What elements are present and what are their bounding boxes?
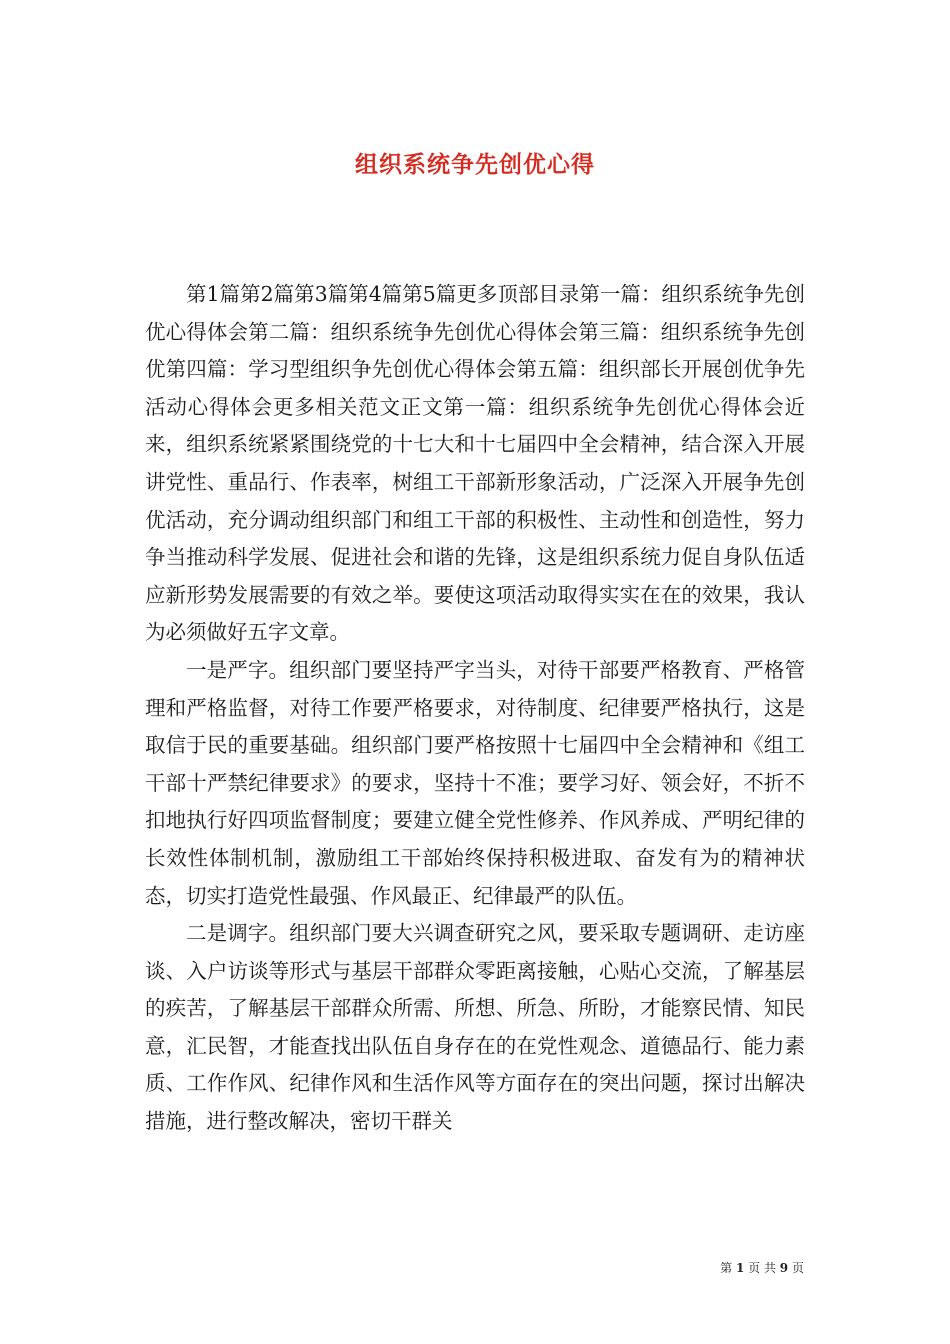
page-footer [720, 1259, 804, 1276]
paragraph-research: 二是调字。组织部门要大兴调查研究之风，要采取专题调研、走访座谈、入户访谈等形式与基层干部群众零距离接触，心贴心交流，了解基层的疾苦，了解基层干部群众所需、所想、所急、所盼，才能察民情、知民意，汇民智，才能查找出队伍自身存在的在党性观念、道德品行、能力素质、工作作风、纪律作风和生活作风等方面存在的突出问题，探讨出解决措施，进行整改解决，密切干群关 [145, 921, 805, 1134]
footer-middle: 页 共 [748, 1261, 776, 1275]
paragraph-strict: 一是严字。组织部门要坚持严字当头，对待干部要严格教育、严格管理和严格监督，对待工作要严格要求，对待制度、纪律要严格执行，这是取信于民的重要基础。组织部门要严格按照十七届四中全会精神和《组工干部十严禁纪律要求》的要求，坚持十不准；要学习好、领会好，不折不扣地执行好四项监督制度；要建立健全党性修养、作风养成、严明纪律的长效性体制机制，激励组工干部始终保持积极进取、奋发有为的精神状态，切实打造党性最强、作风最正、纪律最严的队伍。 [145, 657, 805, 908]
document-body [145, 276, 805, 1141]
paragraph-intro: 第1篇第2篇第3篇第4篇第5篇更多顶部目录第一篇：组织系统争先创优心得体会第二篇：组织系统争先创优心得体会第三篇：组织系统争先创优第四篇：学习型组织争先创优心得体会第五篇：组织部长开展创优争先活动心得体会更多相关范文正文第一篇：组织系统争先创优心得体会近来，组织系统紧紧围绕党的十七大和十七届四中全会精神，结合深入开展讲党性、重品行、作表率，树组工干部新形象活动，广泛深入开展争先创优活动，充分调动组织部门和组工干部的积极性、主动性和创造性，努力争当推动科学发展、促进社会和谐的先锋，这是组织系统力促自身队伍适应新形势发展需要的有效之举。要使这项活动取得实实在在的效果，我认为必须做好五字文章。 [145, 282, 805, 645]
total-page-count: 9 [779, 1261, 789, 1275]
page-title: 组织系统争先创优心得 [355, 151, 595, 179]
current-page-number: 1 [735, 1261, 745, 1275]
footer-suffix: 页 [791, 1261, 804, 1275]
footer-prefix: 第 [720, 1261, 733, 1275]
